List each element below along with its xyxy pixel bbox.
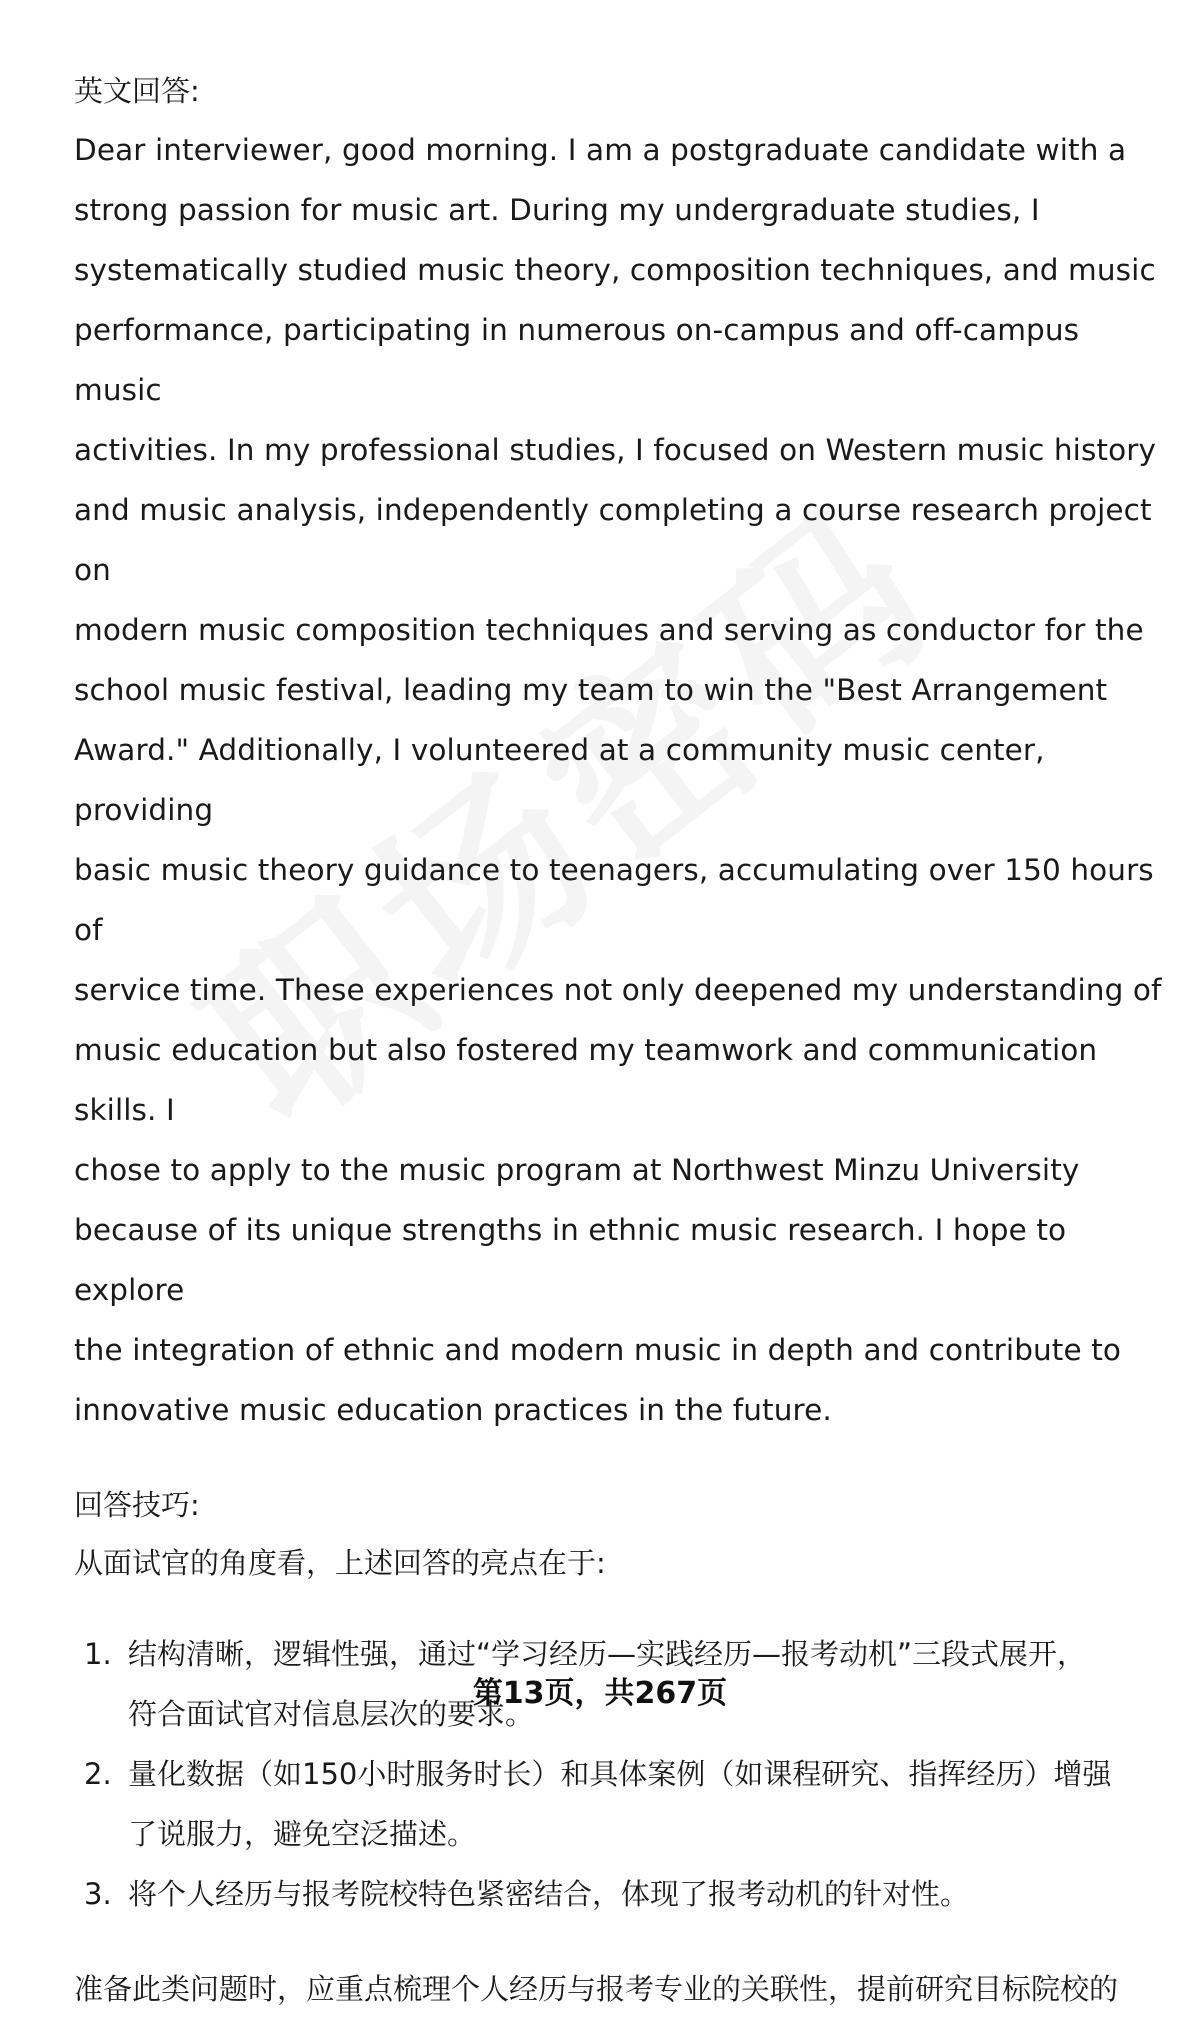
english-answer-line: chose to apply to the music program at Northwest Minzu University [74,1153,1080,1187]
tips-item-line: 符合面试官对信息层次的要求。 [128,1697,535,1731]
tips-item-line: 量化数据（如150小时服务时长）和具体案例（如课程研究、指挥经历）增强 [128,1757,1112,1791]
english-answer-line: the integration of ethnic and modern music in depth and contribute to [74,1333,1122,1367]
english-answer-line: school music festival, leading my team to win the "Best Arrangement [74,673,1108,707]
english-answer-line: Dear interviewer, good morning. I am a postgraduate candidate with a [74,133,1127,167]
english-answer-line: and music analysis, independently completing a course research project on [74,493,1152,587]
english-answer-line: service time. These experiences not only deepened my understanding of [74,973,1162,1007]
english-answer-line: basic music theory guidance to teenagers, accumulating over 150 hours of [74,853,1154,947]
list-number: 2. [84,1757,112,1791]
document-page [74,62,1164,2018]
english-answer-body [74,120,1164,1440]
english-answer-line: Award." Additionally, I volunteered at a community music center, providing [74,733,1045,827]
english-answer-line: activities. In my professional studies, I focused on Western music history [74,433,1157,467]
english-answer-line: modern music composition techniques and serving as conductor for the [74,613,1144,647]
tips-intro: 从面试官的角度看，上述回答的亮点在于: [74,1546,606,1580]
english-answer-line: music education but also fostered my teamwork and communication skills. I [74,1033,1098,1127]
english-answer-line: strong passion for music art. During my undergraduate studies, I [74,193,1040,227]
english-answer-line: innovative music education practices in the future. [74,1393,832,1427]
tips-item-line: 了说服力，避免空泛描述。 [128,1817,477,1851]
english-answer-line: systematically studied music theory, composition techniques, and music [74,253,1156,287]
tips-list-item [74,1864,1164,1924]
tips-item-line: 结构清晰，逻辑性强，通过“学习经历—实践经历—报考动机”三段式展开， [128,1637,1087,1671]
tips-heading: 回答技巧: [74,1488,200,1522]
tips-item-line: 将个人经历与报考院校特色紧密结合，体现了报考动机的针对性。 [128,1877,970,1911]
page-number-footer: 第13页，共267页 [472,1676,728,1711]
tips-list-item [74,1744,1164,1864]
list-number: 1. [84,1637,112,1671]
english-answer-heading: 英文回答: [74,74,200,108]
preparation-paragraph: 准备此类问题时，应重点梳理个人经历与报考专业的关联性，提前研究目标院校的 [74,1972,1119,2006]
english-answer-line: performance, participating in numerous on-campus and off-campus music [74,313,1080,407]
list-number: 3. [84,1877,112,1911]
english-answer-line: because of its unique strengths in ethnic music research. I hope to explore [74,1213,1067,1307]
